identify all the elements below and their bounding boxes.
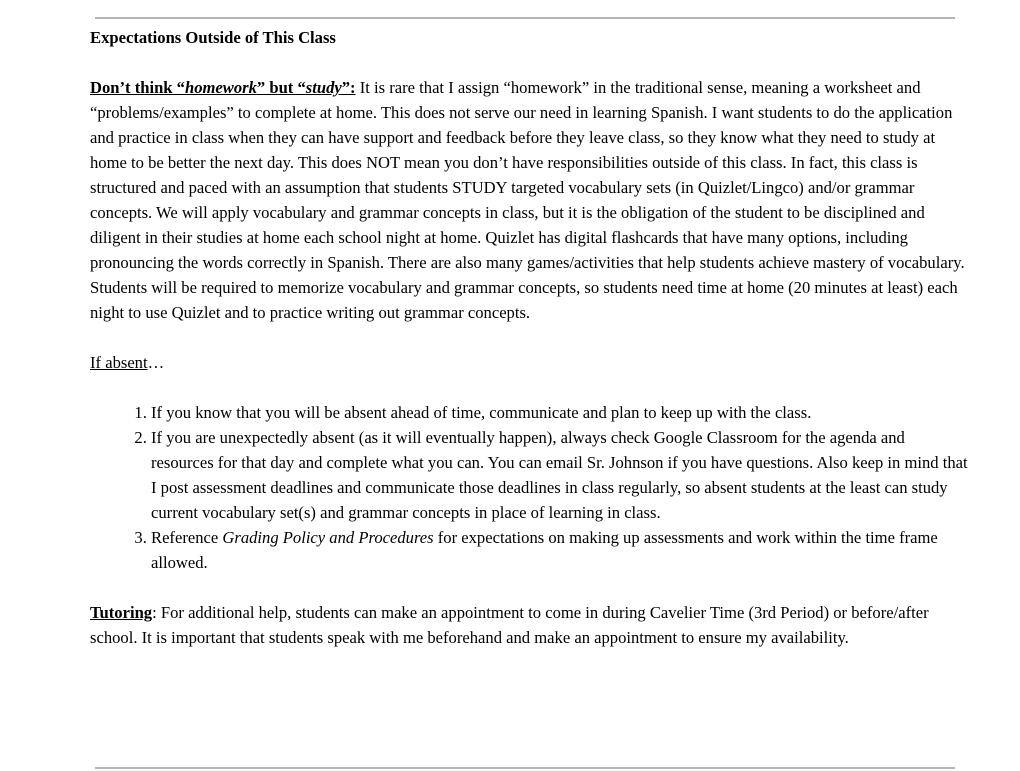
- absent-label: If absent: [90, 353, 148, 372]
- homework-paragraph: [90, 75, 970, 325]
- list-item: 3. Reference Grading Policy and Procedures for expectations on making up assessments and work within the time frame allowed.: [151, 525, 970, 575]
- absent-label-line: If absent…: [90, 353, 165, 372]
- tutoring-paragraph: [90, 600, 970, 650]
- bottom-divider: [95, 767, 955, 769]
- section-heading: Expectations Outside of This Class: [90, 28, 336, 47]
- list-item: 2. If you are unexpectedly absent (as it will eventually happen), always check Google Classroom for the agenda and resources for that day and complete what you can. You can email Sr. Johnson if you have questions. Also keep in mind that I post assessment deadlines and communicate those deadlines in class regularly, so absent students at the least can study current vocabulary set(s) and grammar concepts in place of learning in class.: [151, 425, 970, 525]
- homework-body: It is rare that I assign “homework” in the traditional sense, meaning a worksheet and “problems/examples” to complete at home. This does not serve our need in learning Spanish. I want students to do the application and practice in class when they can have support and feedback before they leave class, so they know what they need to study at home to be better the next day. This does NOT mean you don’t have responsibilities outside of this class. In fact, this class is structured and paced with an assumption that students STUDY targeted vocabulary sets (in Quizlet/Lingco) and/or grammar concepts. We will apply vocabulary and grammar concepts in class, but it is the obligation of the student to be disciplined and diligent in their studies at home each school night at home. Quizlet has digital flashcards that have many options, including pronouncing the words correctly in Spanish. There are also many games/activities that help students achieve mastery of vocabulary. Students will be required to memorize vocabulary and grammar concepts, so students need time at home (20 minutes at least) each night to use Quizlet and to practice writing out grammar concepts.: [90, 78, 965, 322]
- document-body: [90, 25, 970, 650]
- absent-list: [90, 400, 970, 575]
- homework-lead: Don’t think “homework” but “study”:: [90, 78, 356, 97]
- tutoring-body: : For additional help, students can make an appointment to come in during Cavelier Time (3rd Period) or before/after school. It is important that students speak with me beforehand and make an appointment to ensure my availability.: [90, 603, 929, 647]
- list-item: 1. If you know that you will be absent ahead of time, communicate and plan to keep up with the class.: [151, 400, 970, 425]
- top-divider: [95, 17, 955, 19]
- tutoring-label: Tutoring: [90, 603, 153, 622]
